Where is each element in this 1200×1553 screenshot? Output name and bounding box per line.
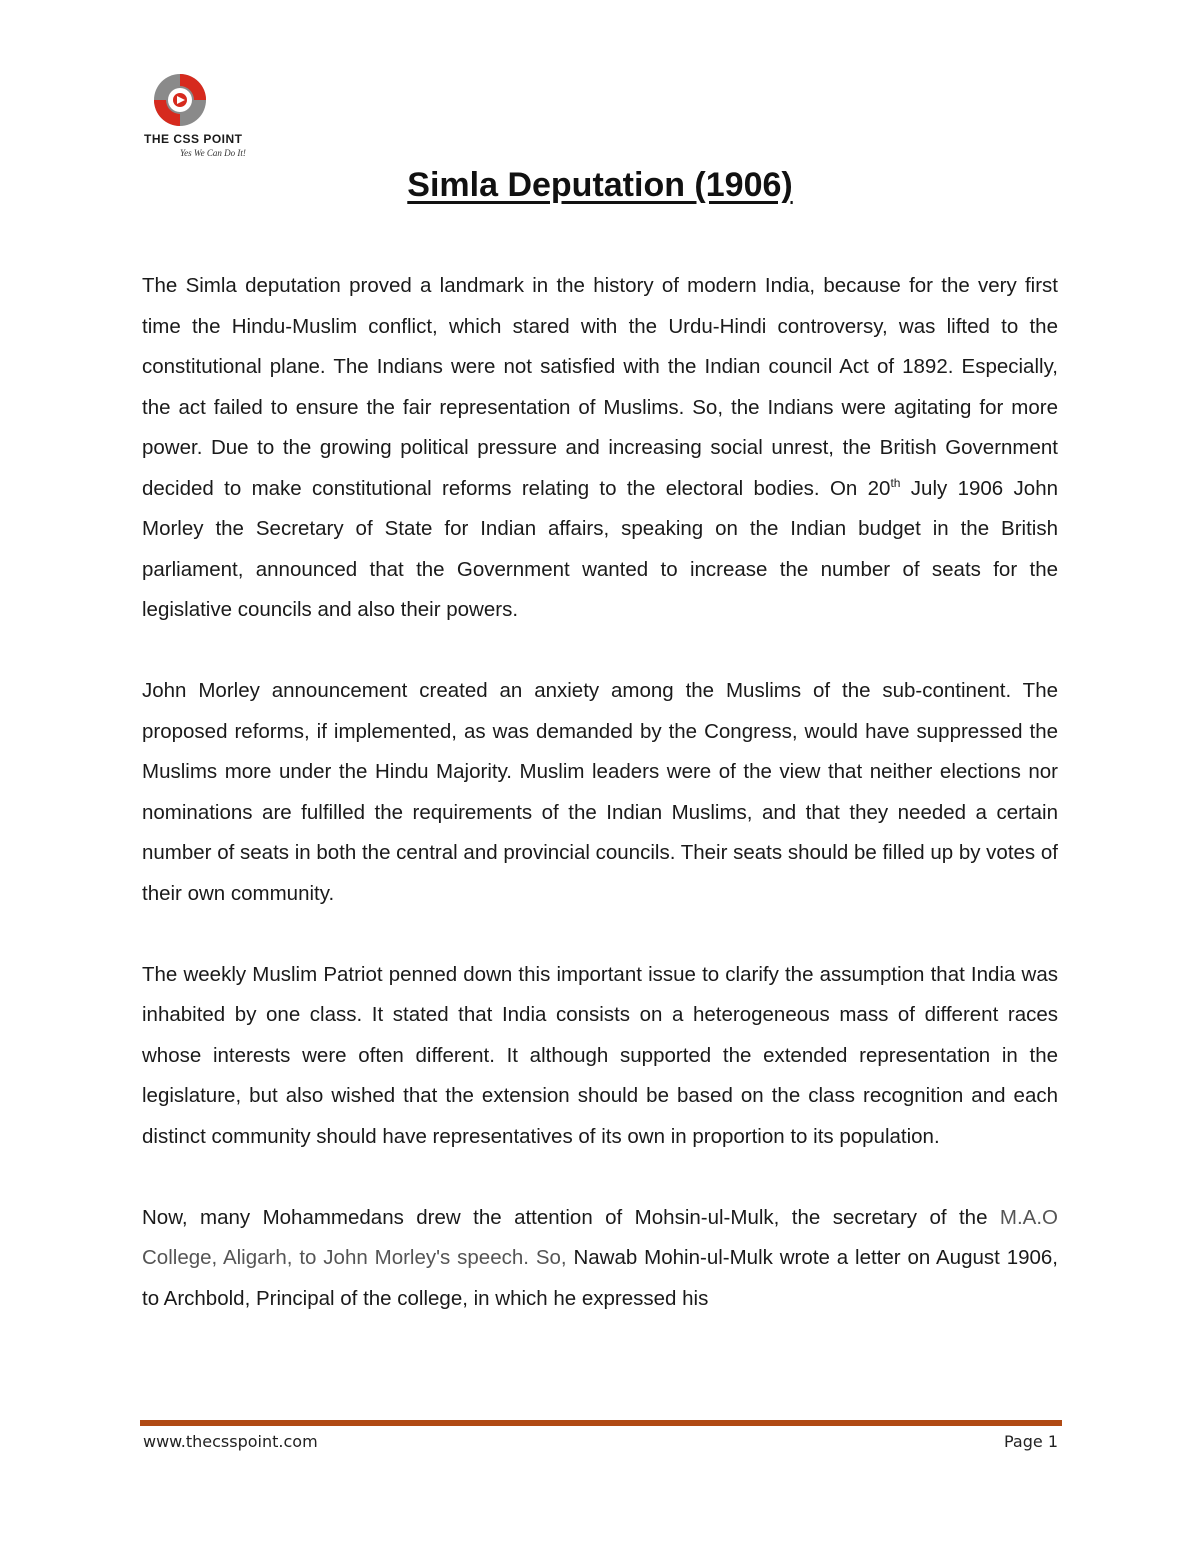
page-title: Simla Deputation (1906) (407, 166, 793, 204)
paragraph-2: John Morley announcement created an anxiety among the Muslims of the sub-continent. The proposed reforms, if implemented, as was demanded by the Congress, would have suppressed the Muslims more under the Hindu Majority. Muslim leaders were of the view that neither elections nor nominations are fulfilled the requirements of the Indian Muslims, and that they needed a certain number of seats in both the central and provincial councils. Their seats should be filled up by votes of their own community. (142, 679, 1058, 905)
logo (140, 70, 280, 160)
logo-tagline: Yes We Can Do It! (180, 148, 246, 158)
paragraph-3: The weekly Muslim Patriot penned down this important issue to clarify the assumption that India was inhabited by one class. It stated that India consists on a heterogeneous mass of different races whose interests were often different. It although supported the extended representation in the legislature, but also wished that the extension should be based on the class recognition and each distinct community should have representatives of its own in proportion to its population. (142, 962, 1058, 1148)
paragraph-1-text-a: The Simla deputation proved a landmark in the history of modern India, because for the very first time the Hindu-Muslim conflict, which stared with the Urdu-Hindi controversy, was lifted to the constitutional plane. The Indians were not satisfied with the Indian council Act of 1892. Especially, the act failed to ensure the fair representation of Muslims. So, the Indians were agitating for more power. Due to the growing political pressure and increasing social unrest, the British Government decided to make constitutional reforms relating to the electoral bodies. On 20 (142, 274, 1058, 500)
footer-url: www.thecsspoint.com (143, 1432, 318, 1451)
paragraph-4-text-c: Nawab Mohin-ul-Mulk wrote a letter on August 1906, to Archbold, Principal of the college, in which he expressed his (142, 1246, 1058, 1310)
css-point-logo-icon (150, 70, 210, 130)
page-number: Page 1 (1004, 1432, 1058, 1451)
footer-divider (140, 1420, 1062, 1426)
paragraph-1-text-b: July 1906 John Morley the Secretary of State for Indian affairs, speaking on the Indian budget in the British parliament, announced that the Government wanted to increase the number of seats for the legislative councils and also their powers. (142, 476, 1058, 621)
paragraph-4-text-b: M.A.O College, Aligarh, to John Morley's speech. So, (142, 1205, 1058, 1269)
document-body (142, 266, 1058, 1360)
paragraph-1 (142, 266, 1058, 631)
logo-name: THE CSS POINT (144, 132, 243, 146)
ordinal-suffix: th (890, 475, 901, 490)
paragraph-4-text-a: Now, many Mohammedans drew the attention of Mohsin-ul-Mulk, the secretary of the (142, 1205, 1000, 1229)
paragraph-4 (142, 1198, 1058, 1320)
